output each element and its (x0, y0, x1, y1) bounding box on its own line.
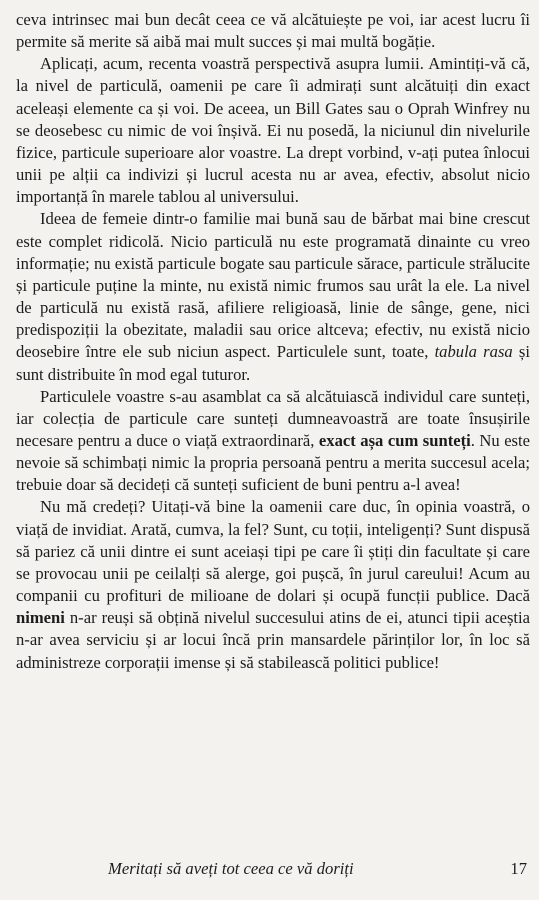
text-run: ceva intrinsec mai bun decât ceea ce vă alcătuiește pe voi, iar acest lucru îi permite să merite să aibă mai mult succes și mai multă bogăție. (16, 10, 530, 52)
page-footer (0, 858, 539, 882)
text-run: Aplicați, acum, recenta voastră perspectivă asupra lumii. Amintiți-vă că, la nivel de particulă, oamenii pe care îi admirați sunt alcătuiți din exact aceleași elemente ca și voi. De aceea, un Bill Gates sau o Oprah Winfrey nu se deosebesc cu nimic de voi înșivă. Ei nu posedă, la niciunul din nivelurile fizice, particule superioare alor voastre. La drept vorbind, v-ați putea înlocui unii pe alții ca indivizi și lucrul acesta nu ar avea, efectiv, absolut nicio importanță în marele tablou al universului. (16, 54, 530, 207)
emphasis-bold: exact așa cum sunteți (318, 430, 471, 450)
text-run: Ideea de femeie dintr-o familie mai bună sau de bărbat mai bine crescut este complet ridicolă. Nicio particulă nu este programată dinainte cu vreo informație; nu există particule bogate sau particule sărace, particule strălucite și particule puține la minte, nu există nimic frumos sau urât la ele. La nivel de particulă nu există rasă, afiliere religioasă, linie de sânge, gene, nici predispoziții la obezitate, maladii sau orice altceva; efectiv, nu există nicio deosebire între ele sub niciun aspect. Particulele sunt, toate, (16, 209, 530, 362)
paragraph (16, 386, 530, 497)
paragraph (16, 53, 530, 208)
paragraph (16, 208, 530, 385)
text-run: n-ar reuși să obțină nivelul succesului atins de ei, atunci tipii aceștia n-ar avea serviciu și ar locui încă prin mansardele părinților lor, în loc să administreze corporații imense și să stabilească politici publice! (16, 608, 530, 672)
text-run: Nu mă credeți? Uitați-vă bine la oamenii care duc, în opinia voastră, o viață de invidiat. Arată, cumva, la fel? Sunt, cu toții, inteligenți? Sunt dispusă să pariez că unii dintre ei sunt aceiași tipi pe care îi știți din facultate și care se provocau unii pe ceilalți să alerge, goi pușcă, în jurul careului! Acum au companii cu profituri de milioane de dolari și ocupă funcții publice. Dacă (16, 497, 530, 606)
emphasis-bold: nimeni (16, 608, 65, 628)
emphasis-italic: tabula rasa (434, 342, 513, 362)
running-title: Meritați să aveți tot ceea ce vă doriți (108, 859, 354, 878)
paragraph (16, 496, 530, 673)
body-text (16, 9, 530, 674)
paragraph (16, 9, 530, 53)
text-run: și sunt distribuite în mod egal tuturor. (16, 342, 530, 384)
page-number: 17 (510, 859, 527, 878)
text-run: Particulele voastre s-au asamblat ca să alcătuiască individul care sunteți, iar colecția de particule care sunteți dumneavoastră are toate însușirile necesare pentru a duce o viață extraordinară, (16, 386, 530, 450)
text-run: . Nu este nevoie să schimbați nimic la propria persoană pentru a merita succesul acela; trebuie doar să decideți că sunteți suficient de buni pentru a-l avea! (16, 430, 530, 495)
